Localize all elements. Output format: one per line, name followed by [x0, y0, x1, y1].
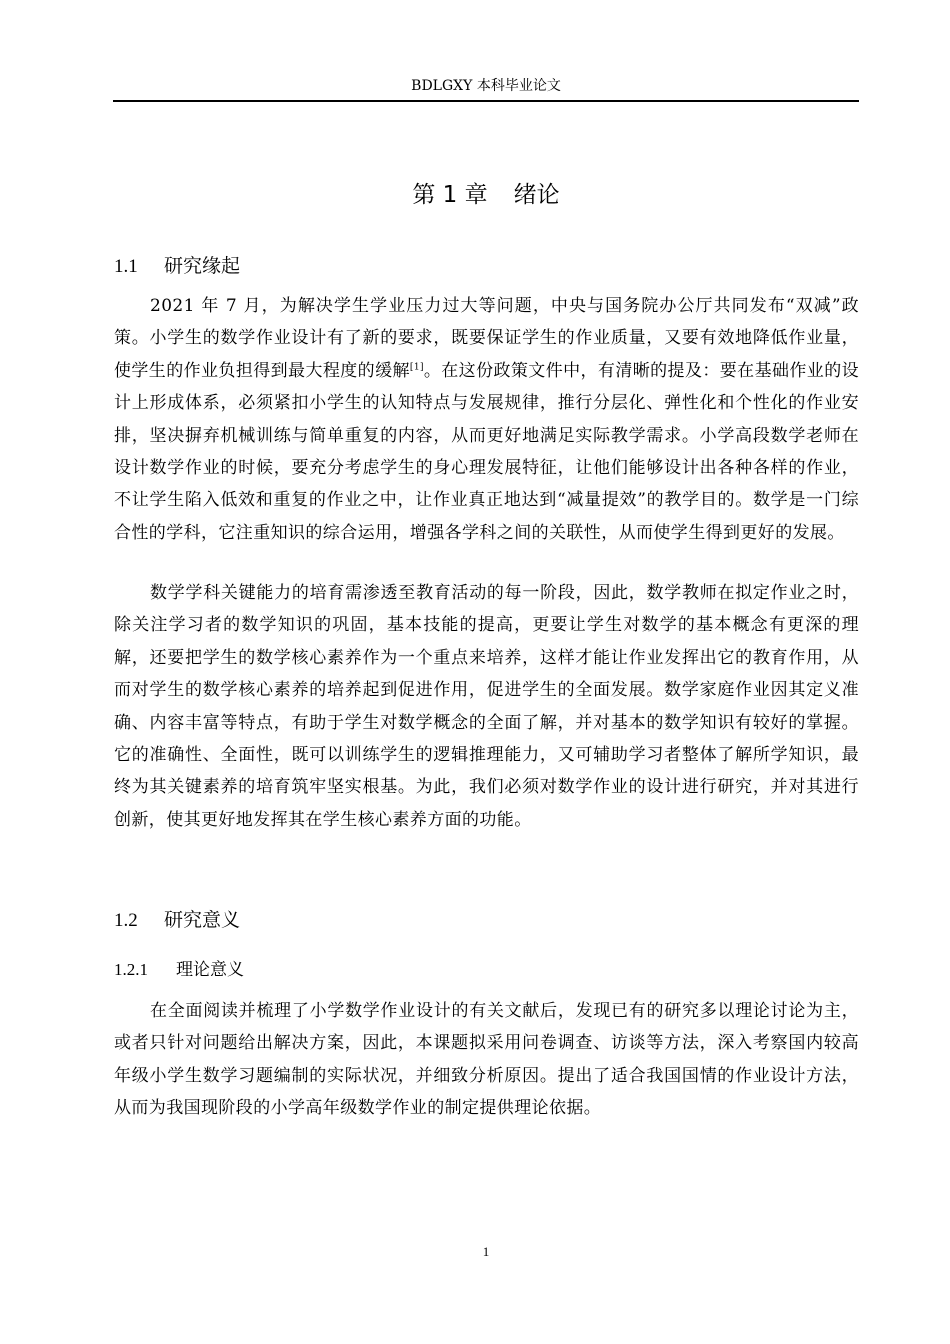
paragraph-1	[114, 290, 859, 549]
citation: [1]	[409, 362, 424, 373]
running-header: BDLGXY 本科毕业论文	[411, 78, 561, 94]
subsection-number: 1.2.1	[114, 960, 148, 979]
paragraph-3: 在全面阅读并梳理了小学数学作业设计的有关文献后，发现已有的研究多以理论讨论为主，或者只针对问题给出解决方案，因此，本课题拟采用问卷调查、访谈等方法，深入考察国内较高年级小学生数学习题编制的实际状况，并细致分析原因。提出了适合我国国情的作业设计方法，从而为我国现阶段的小学高年级数学作业的制定提供理论依据。	[114, 1001, 859, 1119]
page-number: 1	[482, 1244, 490, 1259]
section-title: 研究缘起	[164, 255, 241, 277]
section-number: 1.2	[114, 910, 138, 931]
header-rule	[113, 100, 859, 102]
subsection-title: 理论意义	[176, 960, 244, 980]
paragraph-text: 。在这份政策文件中，有清晰的提及：要在基础作业的设计上形成体系，必须紧扣小学生的认知特点与发展规律，推行分层化、弹性化和个性化的作业安排，坚决摒弃机械训练与简单重复的内容，从而更好地满足实际教学需求。小学高段数学老师在设计数学作业的时候，要充分考虑学生的身心理发展特征，让他们能够设计出各种各样的作业，不让学生陷入低效和重复的作业之中，让作业真正地达到“减量提效”的教学目的。数学是一门综合性的学科，它注重知识的综合运用，增强各学科之间的关联性，从而使学生得到更好的发展。	[114, 360, 859, 543]
section-heading-1-2	[114, 908, 240, 933]
paragraph-2: 数学学科关键能力的培育需渗透至教育活动的每一阶段，因此，数学教师在拟定作业之时，除关注学习者的数学知识的巩固，基本技能的提高，更要让学生对数学的基本概念有更深的理解，还要把学生的数学核心素养作为一个重点来培养，这样才能让作业发挥出它的教育作用，从而对学生的数学核心素养的培养起到促进作用，促进学生的全面发展。数学家庭作业因其定义准确、内容丰富等特点，有助于学生对数学概念的全面了解，并对基本的数学知识有较好的掌握。它的准确性、全面性，既可以训练学生的逻辑推理能力，又可辅助学习者整体了解所学知识，最终为其关键素养的培育筑牢坚实根基。为此，我们必须对数学作业的设计进行研究，并对其进行创新，使其更好地发挥其在学生核心素养方面的功能。	[114, 583, 859, 830]
paragraph-text: 2021 年 7 月，为解决学生学业压力过大等问题，中央与国务院办公厅共同发布“双减”政策。小学生的数学作业设计有了新的要求，既要保证学生的作业质量，又要有效地降低作业量，使学生的作业负担得到最大程度的缓解	[114, 296, 859, 381]
chapter-number: 第 1 章	[412, 182, 488, 208]
chapter-title	[0, 181, 950, 209]
chapter-name: 绪论	[513, 182, 560, 208]
section-heading-1-1	[114, 254, 240, 279]
section-number: 1.1	[114, 256, 138, 277]
section-title: 研究意义	[164, 909, 241, 931]
subsection-heading-1-2-1	[114, 959, 244, 981]
